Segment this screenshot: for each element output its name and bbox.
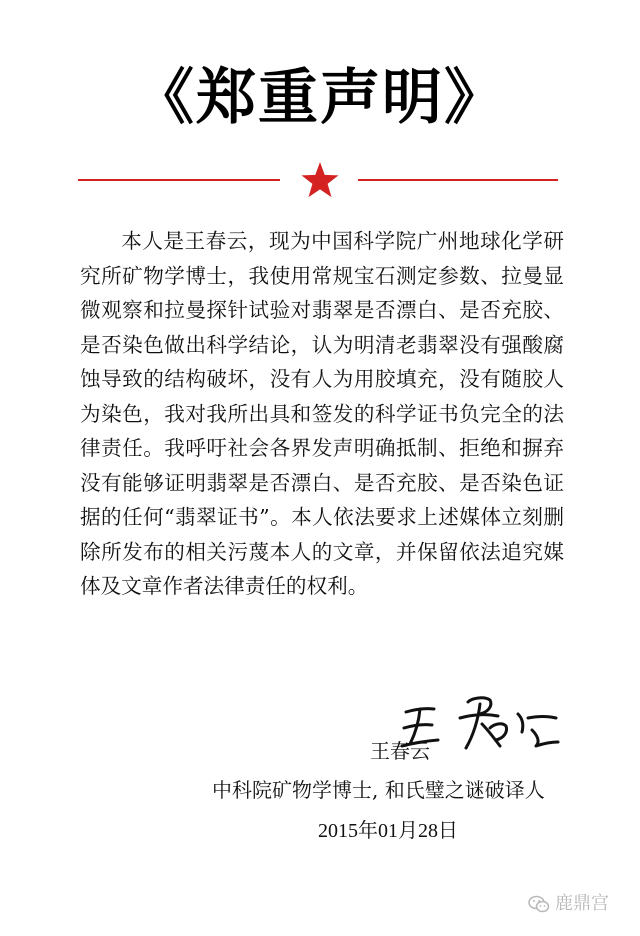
wechat-icon xyxy=(528,895,550,913)
signer-title: 中科院矿物学博士, 和氏璧之谜破译人 xyxy=(212,778,545,802)
page-title: 《郑重声明》 xyxy=(134,63,506,133)
divider-left xyxy=(78,179,280,181)
divider-right xyxy=(358,179,558,181)
signature-date: 2015年01月28日 xyxy=(318,820,458,842)
watermark-label: 鹿鼎宫 xyxy=(555,893,609,914)
red-star-icon xyxy=(300,160,340,200)
signer-name: 王春云 xyxy=(370,739,430,763)
wechat-watermark xyxy=(528,890,609,918)
statement-body: 本人是王春云，现为中国科学院广州地球化学研究所矿物学博士，我使用常规宝石测定参数、拉曼显微观察和拉曼探针试验对翡翠是否漂白、是否充胶、是否染色做出科学结论，认为明清老翡翠没有强酸腐蚀导致的结构破坏，没有人为用胶填充，没有随胶人为染色，我对我所出具和签发的科学证书负完全的法律责任。我呼吁社会各界发声明确抵制、拒绝和摒弃没有能够证明翡翠是否漂白、是否充胶、是否染色证据的任何“翡翠证书”。本人依法要求上述媒体立刻删除所发布的相关污蔑本人的文章，并保留依法追究媒体及文章作者法律责任的权利。 xyxy=(80,229,564,598)
